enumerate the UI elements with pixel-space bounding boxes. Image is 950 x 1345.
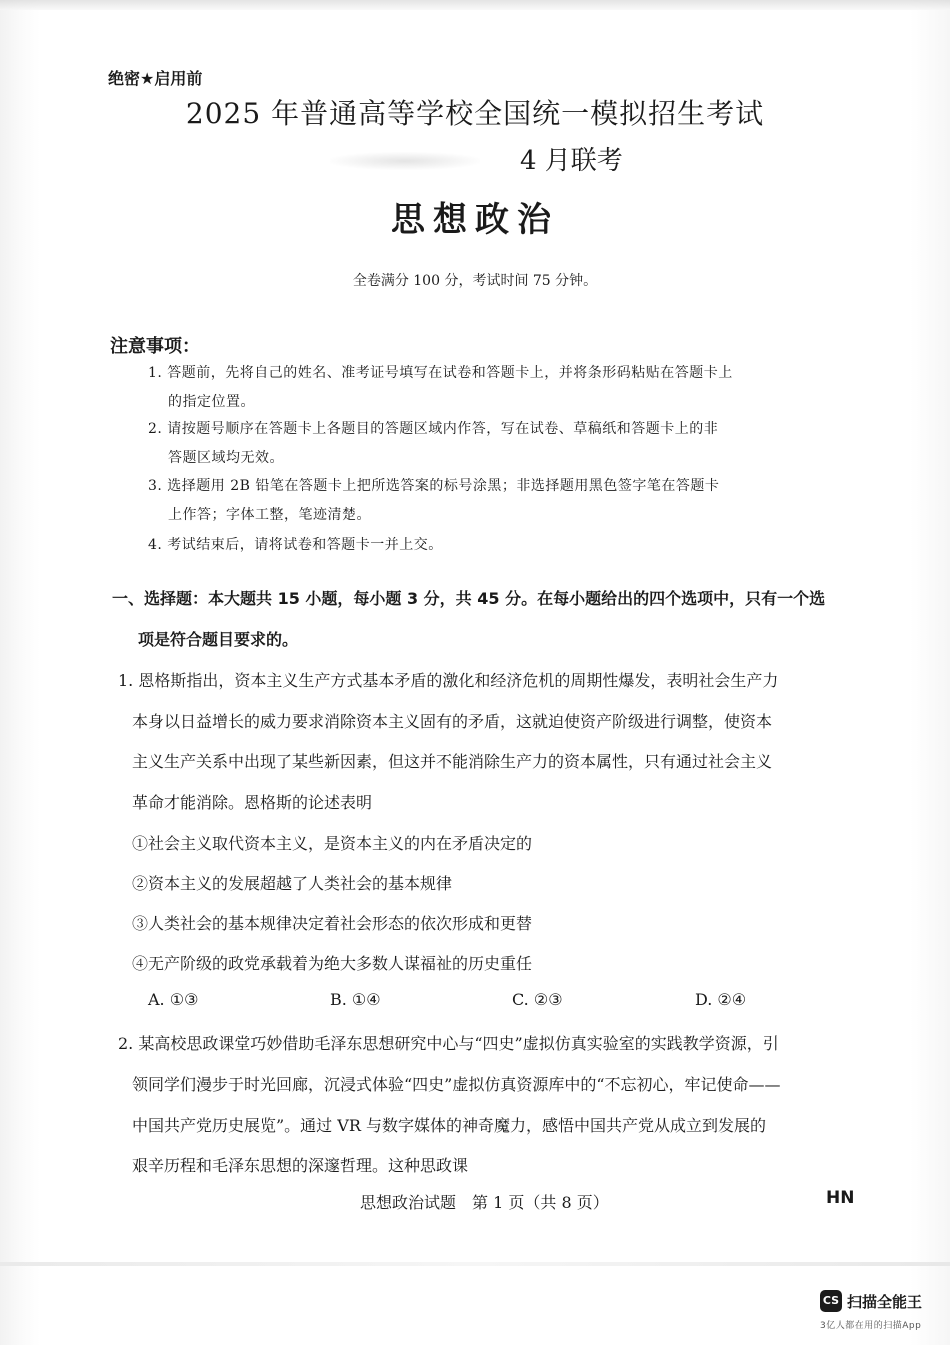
notice-line: 3. 选择题用 2B 铅笔在答题卡上把所选答案的标号涂黑；非选择题用黑色签字笔在答题卡 [148, 478, 720, 494]
question-1-statement: ②资本主义的发展超越了人类社会的基本规律 [132, 874, 453, 893]
choice-b: B. ①④ [330, 990, 381, 1009]
question-1-line: 革命才能消除。恩格斯的论述表明 [132, 793, 373, 812]
question-1-statement: ④无产阶级的政党承载着为绝大多数人谋福祉的历史重任 [132, 954, 533, 973]
scan-edge-bottom [0, 1262, 950, 1266]
redacted-area [330, 152, 480, 170]
section-heading: 一、选择题：本大题共 15 小题，每小题 3 分，共 45 分。在每小题给出的四个选项中，只有一个选 [112, 589, 826, 608]
page-footer: 思想政治试题 第 1 页（共 8 页） [360, 1193, 609, 1212]
score-time-line: 全卷满分 100 分，考试时间 75 分钟。 [352, 273, 598, 289]
question-1-statement: ③人类社会的基本规律决定着社会形态的依次形成和更替 [132, 914, 533, 933]
region-code: HN [826, 1188, 855, 1208]
exam-subtitle: 4 月联考 [520, 146, 623, 176]
subject-title: 思想政治 [391, 200, 559, 240]
section-heading-cont: 项是符合题目要求的。 [138, 630, 299, 649]
choice-d: D. ②④ [695, 990, 747, 1009]
notice-title: 注意事项： [110, 336, 200, 357]
choice-a: A. ①③ [148, 990, 199, 1009]
question-1-line: 主义生产关系中出现了某些新因素，但这并不能消除生产力的资本属性，只有通过社会主义 [132, 752, 773, 771]
scanner-app-name: 扫描全能王 [847, 1293, 923, 1311]
question-2-line: 领同学们漫步于时光回廊，沉浸式体验“四史”虚拟仿真资源库中的“不忘初心，牢记使命—— [132, 1075, 781, 1094]
scan-edge [0, 0, 950, 10]
notice-line: 上作答；字体工整，笔迹清楚。 [168, 507, 371, 523]
question-1-line: 1. 恩格斯指出，资本主义生产方式基本矛盾的激化和经济危机的周期性爆发，表明社会生产力 [118, 671, 779, 690]
scanner-logo-icon: CS [820, 1290, 842, 1312]
notice-line: 的指定位置。 [168, 394, 255, 410]
exam-title: 2025 年普通高等学校全国统一模拟招生考试 [185, 97, 765, 130]
scanner-tagline: 3亿人都在用的扫描App [820, 1321, 922, 1331]
notice-line: 答题区域均无效。 [168, 450, 284, 466]
notice-line: 1. 答题前，先将自己的姓名、准考证号填写在试卷和答题卡上，并将条形码粘贴在答题卡上 [148, 365, 733, 381]
secret-label: 绝密★启用前 [108, 69, 203, 88]
question-1-statement: ①社会主义取代资本主义，是资本主义的内在矛盾决定的 [132, 834, 533, 853]
question-2-line: 2. 某高校思政课堂巧妙借助毛泽东思想研究中心与“四史”虚拟仿真实验室的实践教学资源，引 [118, 1034, 779, 1053]
question-2-line: 艰辛历程和毛泽东思想的深邃哲理。这种思政课 [132, 1156, 469, 1175]
choice-c: C. ②③ [512, 990, 563, 1009]
question-1-line: 本身以日益增长的威力要求消除资本主义固有的矛盾，这就迫使资产阶级进行调整，使资本 [132, 712, 773, 731]
notice-line: 4. 考试结束后，请将试卷和答题卡一并上交。 [148, 537, 443, 553]
notice-line: 2. 请按题号顺序在答题卡上各题目的答题区域内作答，写在试卷、草稿纸和答题卡上的非 [148, 421, 719, 437]
question-2-line: 中国共产党历史展览”。通过 VR 与数字媒体的神奇魔力，感悟中国共产党从成立到发展的 [132, 1116, 766, 1135]
